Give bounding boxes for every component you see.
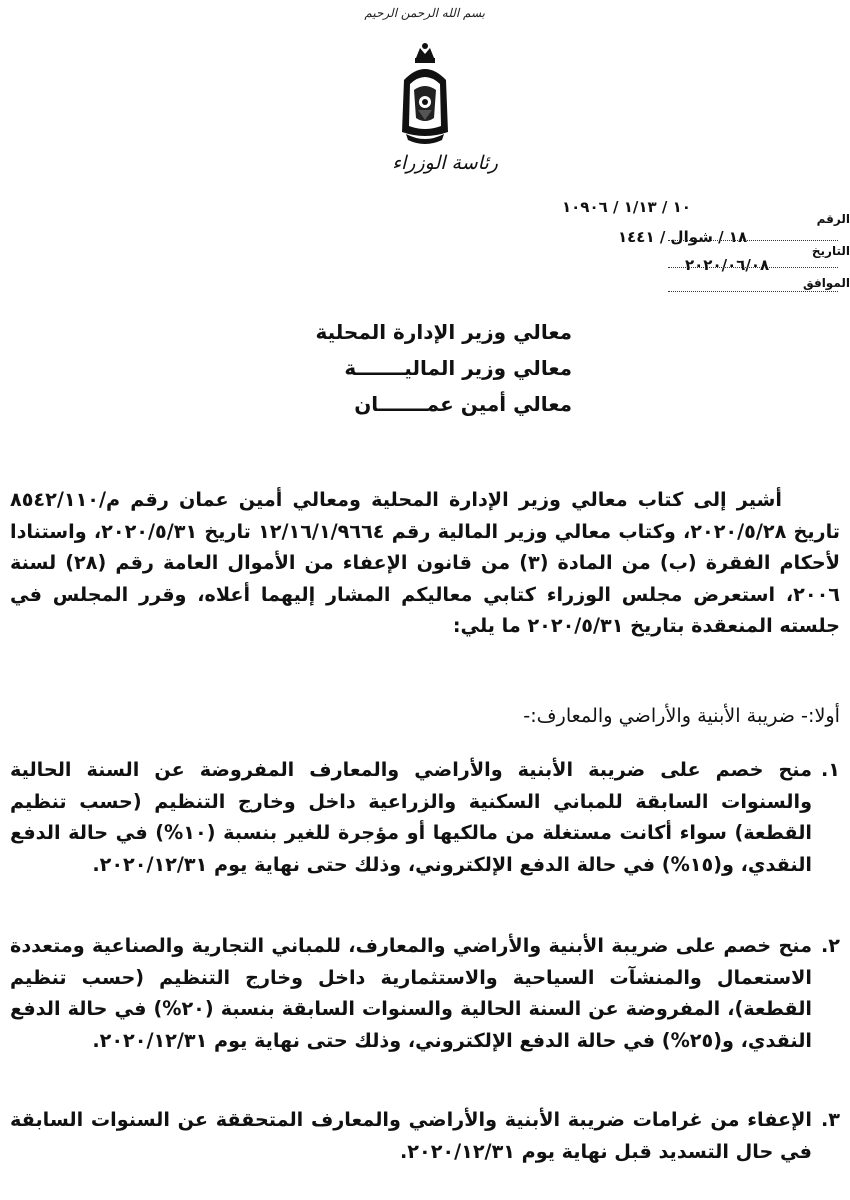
item-text: الإعفاء من غرامات ضريبة الأبنية والأراضي والمعارف المتحققة عن السنوات السابقة في حال التسديد قبل نهاية يوم ٢٠٢٠/١٢/٣١. xyxy=(10,1108,812,1163)
addressee-finance-minister: معالي وزير الماليـــــــة xyxy=(344,356,572,380)
reference-number: ١٠ / ١/١٣ / ١٠٩٠٦ xyxy=(562,198,691,216)
list-item xyxy=(10,754,840,880)
intro-paragraph: أشير إلى كتاب معالي وزير الإدارة المحلية ومعالي أمين عمان رقم م/٨٥٤٢/١١٠ تاريخ ٢٠٢٠/٥/٢٨، وكتاب معالي وزير المالية رقم ١٢/١٦/١/٩٦٦٤ تاريخ ٢٠٢٠/٥/٣١، واستنادا لأحكام الفقرة (ب) من المادة (٣) من قانون الإعفاء من الأموال العامة رقم (٢٨) لسنة ٢٠٠٦، استعرض مجلس الوزراء كتابي معاليكم المشار إليهما أعلاه، وقرر المجلس في جلسته المنعقدة بتاريخ ٢٠٢٠/٥/٣١ ما يلي: xyxy=(10,488,841,637)
gregorian-date: ٢٠٢٠/٠٦/٠٨ xyxy=(685,256,770,274)
reference-dotted-line xyxy=(668,267,838,268)
addressee-local-admin-minister: معالي وزير الإدارة المحلية xyxy=(315,320,572,344)
addressee-list xyxy=(300,314,572,422)
label-corresponding: الموافق xyxy=(803,276,850,290)
label-number: الرقم xyxy=(816,212,850,226)
list-item xyxy=(10,930,840,1056)
label-date: التاريخ xyxy=(811,244,850,258)
reference-dotted-line xyxy=(668,291,838,292)
prime-ministry-title: رئاسة الوزراء xyxy=(392,152,498,174)
item-text: منح خصم على ضريبة الأبنية والأراضي والمعارف المفروضة عن السنة الحالية والسنوات السابقة للمباني السكنية والزراعية داخل وخارج التنظيم (حسب تنظيم القطعة) سواء أكانت مستغلة من مالكيها أو مؤجرة للغير بنسبة (١٠%) في حالة الدفع النقدي، و(١٥%) في حالة الدفع الإلكتروني، وذلك حتى نهاية يوم ٢٠٢٠/١٢/٣١. xyxy=(10,758,812,876)
reference-dotted-line xyxy=(668,240,838,241)
list-item xyxy=(10,1104,840,1167)
bismillah-heading: بسم الله الرحمن الرحيم xyxy=(364,6,485,20)
item-number: ١. xyxy=(820,758,840,781)
addressee-amman-mayor: معالي أمين عمـــــــان xyxy=(354,392,572,416)
hijri-date: ١٨ / شوال / ١٤٤١ xyxy=(618,228,748,246)
item-number: ٢. xyxy=(820,934,840,957)
jordan-coat-of-arms-icon xyxy=(398,40,452,148)
section-heading: أولا:- ضريبة الأبنية والأراضي والمعارف:- xyxy=(523,704,840,727)
item-number: ٣. xyxy=(820,1108,840,1131)
item-text: منح خصم على ضريبة الأبنية والأراضي والمعارف، للمباني التجارية والصناعية ومتعددة الاستعمال والمنشآت السياحية والاستثمارية داخل وخارج التنظيم (حسب تنظيم القطعة)، المفروضة عن السنة الحالية والسنوات السابقة بنسبة (٢٠%) في حالة الدفع النقدي، و(٢٥%) في حالة الدفع الإلكتروني، وذلك حتى نهاية يوم ٢٠٢٠/١٢/٣١. xyxy=(10,934,812,1052)
